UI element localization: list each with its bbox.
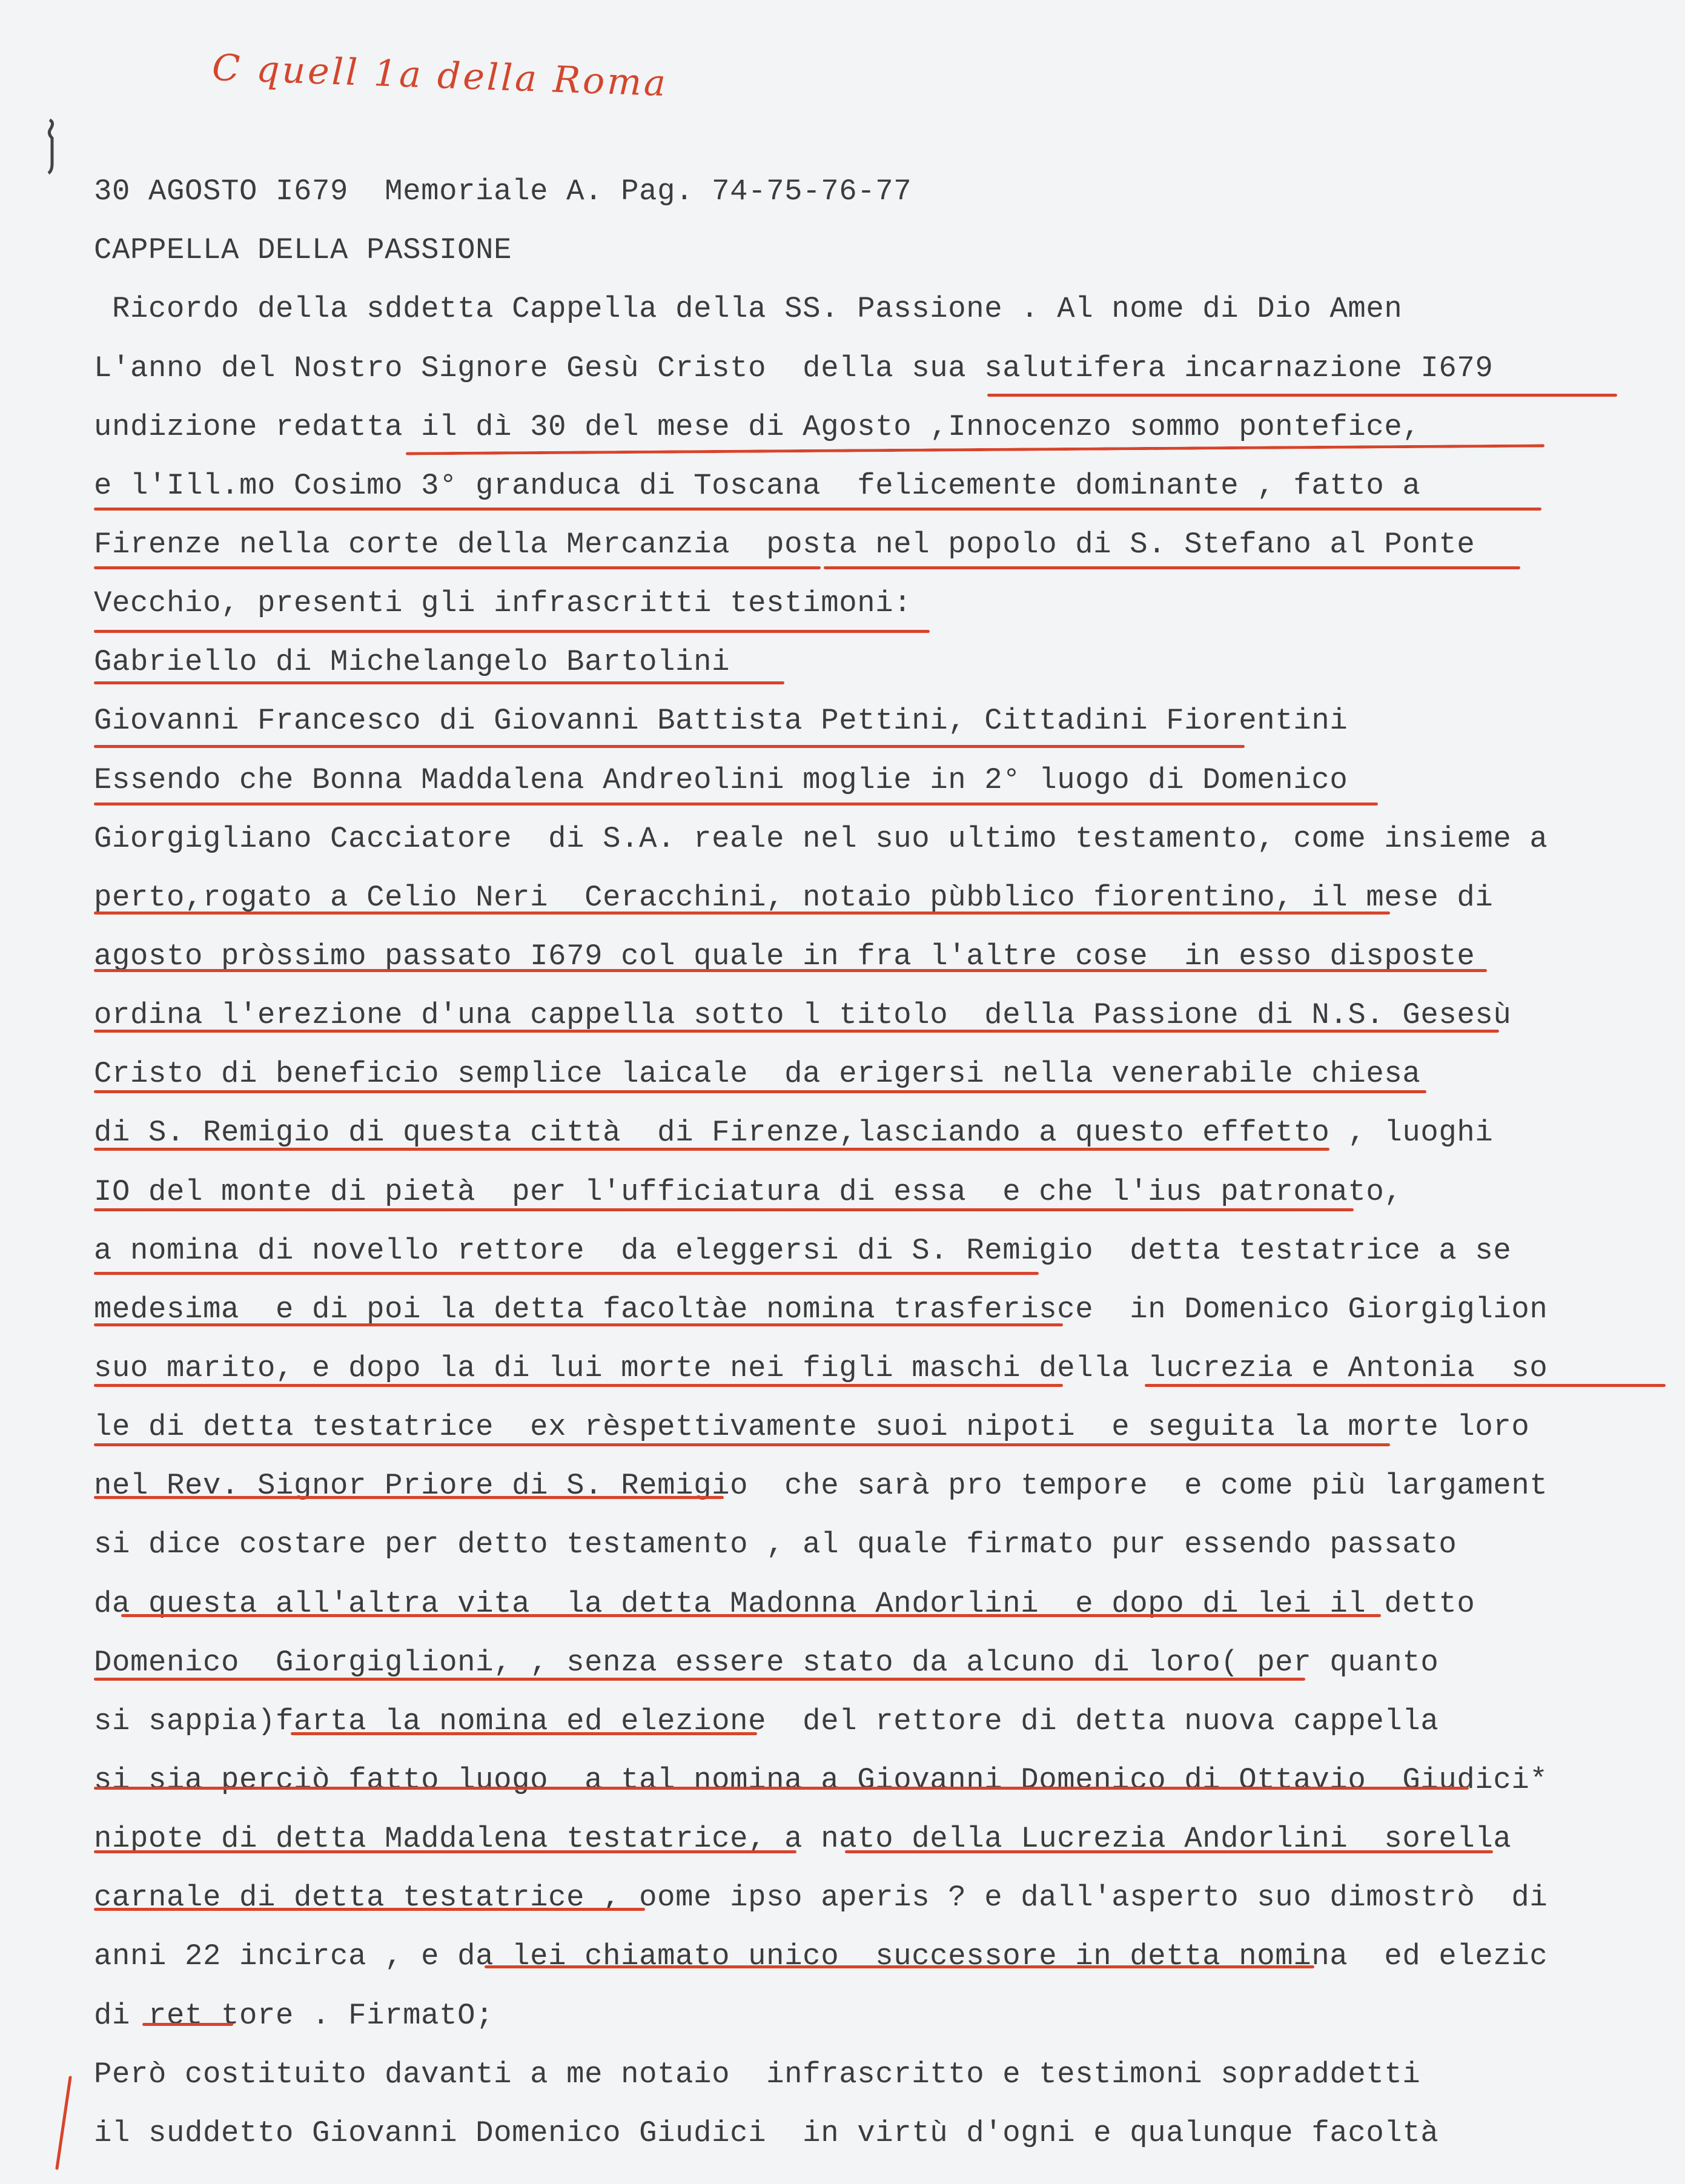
red-underline <box>987 394 1617 397</box>
text-line: L'anno del Nostro Signore Gesù Cristo della sua salutifera incarnazione I679 <box>94 351 1494 385</box>
text-line: undizione redatta il dì 30 del mese di Agosto ,Innocenzo sommo pontefice, <box>94 410 1421 444</box>
text-line: si dice costare per detto testamento , al quale firmato pur essendo passato <box>94 1527 1457 1561</box>
red-underline <box>94 912 1390 915</box>
red-underline <box>94 1787 1469 1790</box>
red-underline <box>94 1323 1063 1326</box>
text-line: e l'Ill.mo Cosimo 3° granduca di Toscana felicemente dominante , fatto a <box>94 469 1421 503</box>
handwritten-annotation: C quell 1a della Roma <box>211 46 669 105</box>
text-line: Domenico Giorgiglioni, , senza essere stato da alcuno di loro( per quanto <box>94 1646 1439 1679</box>
red-underline <box>94 1384 1063 1387</box>
red-underline <box>94 1148 1329 1151</box>
text-line: agosto pròssimo passato I679 col quale in fra l'altre cose in esso disposte <box>94 939 1475 973</box>
staple-mark <box>42 115 61 182</box>
red-underline <box>121 1614 1381 1617</box>
text-line: Giorgigliano Cacciatore di S.A. reale nel suo ultimo testamento, come insieme a <box>94 822 1548 856</box>
text-line: ordina l'erezione d'una cappella sotto l titolo della Passione di N.S. Gesesù <box>94 998 1512 1032</box>
red-underline <box>94 1443 1390 1446</box>
red-underline <box>94 1678 1305 1681</box>
text-line: perto,rogato a Celio Neri Ceracchini, notaio pùbblico fiorentino, il mese di <box>94 881 1494 915</box>
red-underline <box>94 802 1378 806</box>
red-underline <box>94 1090 1426 1093</box>
text-line: Però costituito davanti a me notaio infrascritto e testimoni sopraddetti <box>94 2057 1421 2091</box>
red-underline <box>94 508 1541 511</box>
text-line: nel Rev. Signor Priore di S. Remigio che sarà pro tempore e come più largament <box>94 1469 1548 1503</box>
text-line: Ricordo della sddetta Cappella della SS. Passione . Al nome di Dio Amen <box>94 292 1403 326</box>
red-margin-stroke <box>52 2071 76 2174</box>
text-line: Gabriello di Michelangelo Bartolini <box>94 645 730 679</box>
text-line: Vecchio, presenti gli infrascritti testimoni: <box>94 586 912 620</box>
text-line: Cristo di beneficio semplice laicale da erigersi nella venerabile chiesa <box>94 1057 1421 1091</box>
text-line: si sappia)farta la nomina ed elezione del rettore di detta nuova cappella <box>94 1704 1439 1738</box>
text-line: carnale di detta testatrice , oome ipso aperis ? e dall'asperto suo dimostrò di <box>94 1881 1548 1914</box>
red-underline <box>845 1850 1493 1853</box>
red-underline <box>94 1208 1354 1211</box>
header-line: 30 AGOSTO I679 Memoriale A. Pag. 74-75-76-77 <box>94 174 912 208</box>
red-underline <box>94 1496 724 1499</box>
red-underline <box>94 1908 645 1911</box>
text-line: si sia perciò fatto luogo a tal nomina a Giovanni Domenico di Ottavio Giudici* <box>94 1763 1548 1797</box>
red-underline <box>94 681 784 684</box>
text-line: da questa all'altra vita la detta Madonna Andorlini e dopo di lei il detto <box>94 1587 1475 1621</box>
text-line: di S. Remigio di questa città di Firenze,lasciando a questo effetto , luoghi <box>94 1116 1494 1150</box>
section-title: CAPPELLA DELLA PASSIONE <box>94 233 512 267</box>
text-line: anni 22 incirca , e da lei chiamato unico successore in detta nomina ed elezic <box>94 1939 1548 1973</box>
red-underline <box>406 444 1544 455</box>
text-line: Firenze nella corte della Mercanzia posta nel popolo di S. Stefano al Ponte <box>94 528 1475 561</box>
red-underline <box>291 1732 757 1735</box>
text-line: nipote di detta Maddalena testatrice, a nato della Lucrezia Andorlini sorella <box>94 1822 1512 1856</box>
red-underline <box>94 1030 1499 1033</box>
text-line: Giovanni Francesco di Giovanni Battista Pettini, Cittadini Fiorentini <box>94 704 1348 738</box>
text-line: Essendo che Bonna Maddalena Andreolini moglie in 2° luogo di Domenico <box>94 763 1348 797</box>
red-underline <box>94 969 1487 972</box>
red-underline <box>94 630 930 633</box>
red-underline <box>485 1965 1314 1968</box>
red-underline <box>824 566 1520 569</box>
red-underline <box>94 566 821 569</box>
text-line: IO del monte di pietà per l'ufficiatura di essa e che l'ius patronato, <box>94 1175 1403 1209</box>
red-underline <box>94 745 1245 748</box>
text-line: suo marito, e dopo la di lui morte nei figli maschi della lucrezia e Antonia so <box>94 1351 1548 1385</box>
red-underline <box>142 2023 233 2026</box>
text-line: medesima e di poi la detta facoltàe nomina trasferisce in Domenico Giorgiglion <box>94 1292 1548 1326</box>
red-underline <box>1145 1384 1666 1387</box>
text-line: di ret tore . FirmatO; <box>94 1999 494 2033</box>
text-line: le di detta testatrice ex rèspettivamente suoi nipoti e seguita la morte loro <box>94 1410 1530 1444</box>
red-underline <box>94 1272 1039 1275</box>
text-line: il suddetto Giovanni Domenico Giudici in virtù d'ogni e qualunque facoltà <box>94 2116 1439 2150</box>
red-underline <box>94 1850 796 1853</box>
text-line: a nomina di novello rettore da eleggersi di S. Remigio detta testatrice a se <box>94 1234 1512 1268</box>
